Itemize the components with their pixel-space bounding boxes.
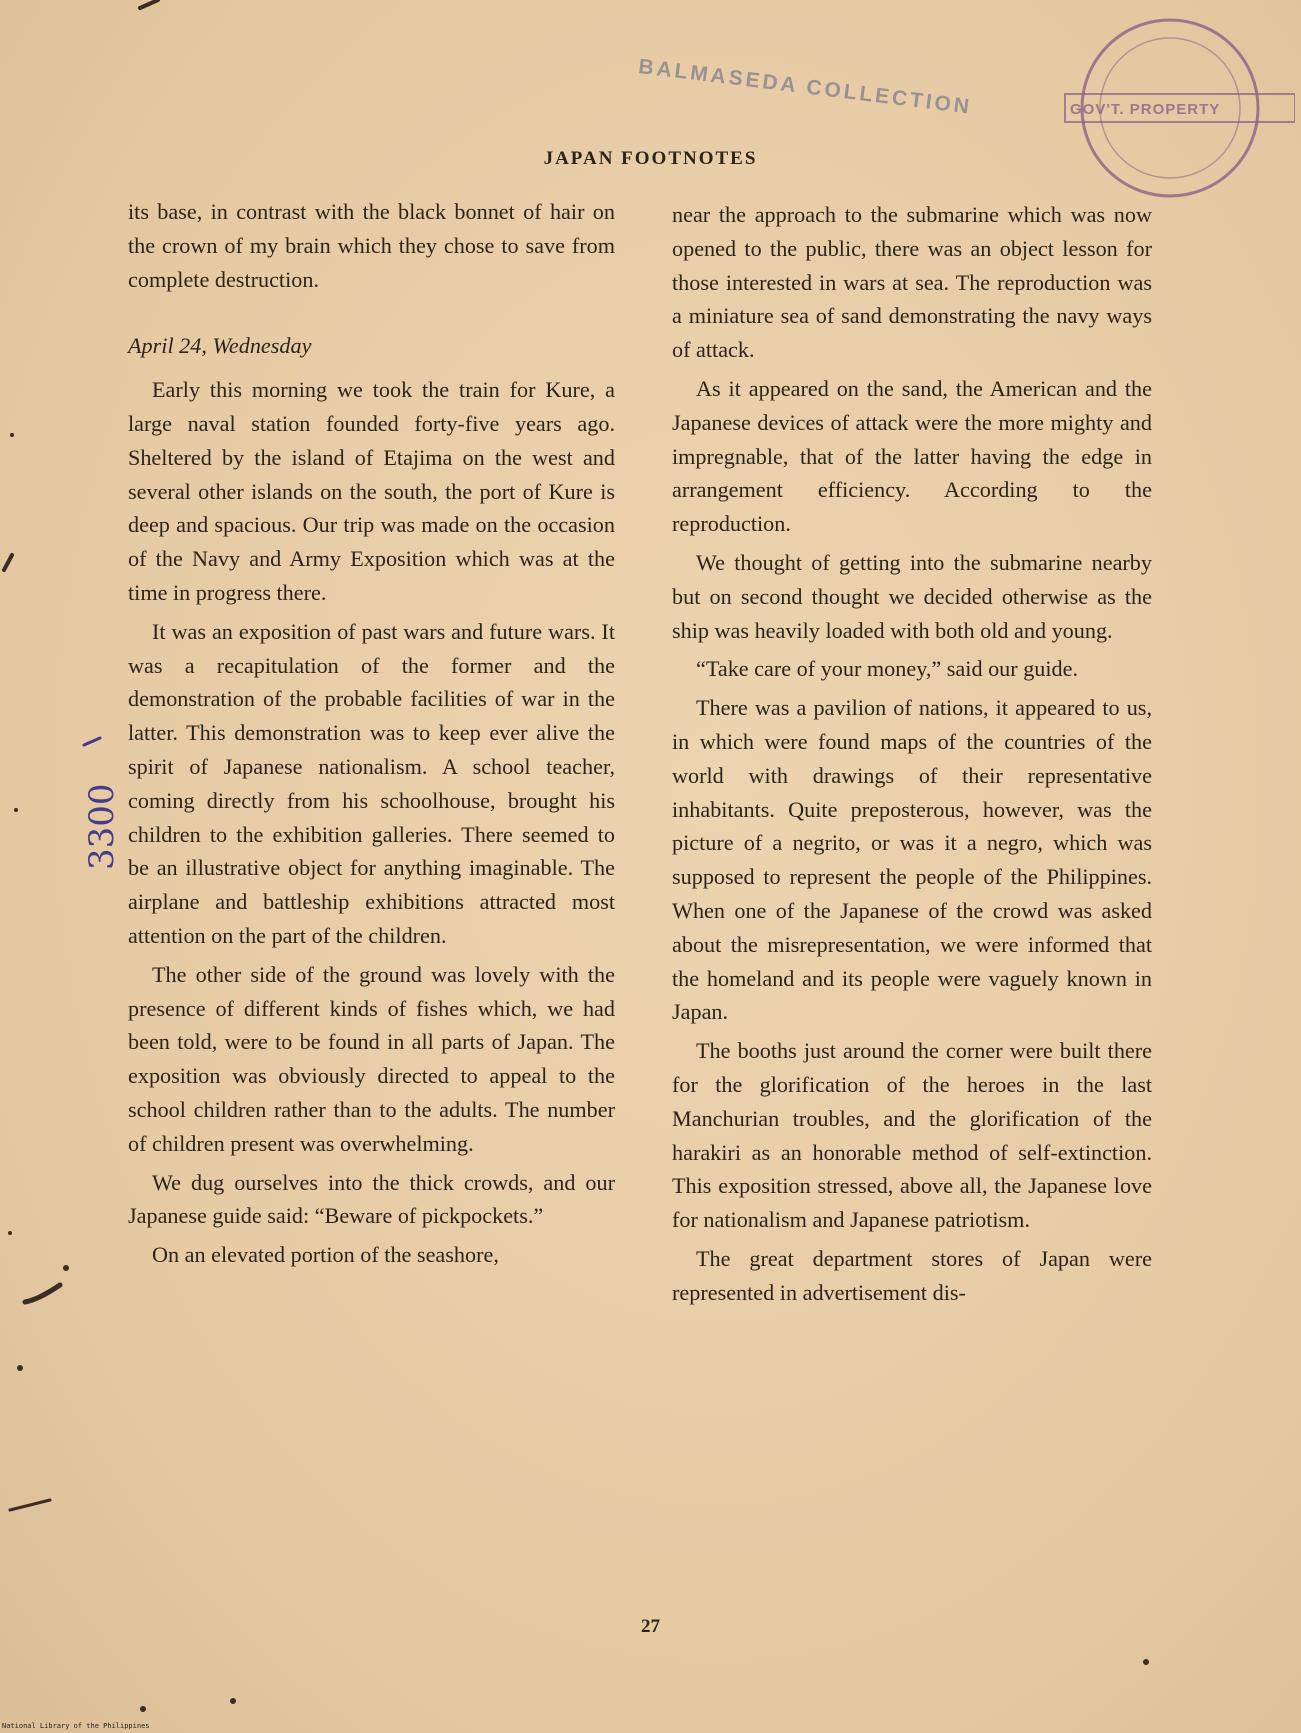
paragraph: its base, in contrast with the black bonnet of hair on the crown of my brain which they chose to save from complete destruction.	[128, 199, 615, 292]
seal-band-text: GOV'T. PROPERTY	[1070, 101, 1221, 118]
paragraph: near the approach to the submarine which was now opened to the public, there was an object lesson for those interested in wars at sea. The reproduction was a miniature sea of sand demonstrating the navy ways of attack.	[672, 202, 1152, 363]
paragraph: We thought of getting into the submarine nearby but on second thought we decided otherwise as the ship was heavily loaded with both old and young.	[672, 549, 1152, 643]
paragraph: There was a pavilion of nations, it appeared to us, in which were found maps of the countries of the world with drawings of their representative inhabitants. Quite preposterous, however, was the picture of a negrito, or was it a negro, which was supposed to represent the people of the Philippines. When one of the Japanese of the crowd was asked about the misrepresentation, we were informed that the homeland and its people were vaguely known in Japan.	[672, 695, 1152, 1025]
paragraph: “Take care of your money,” said our guide.	[696, 656, 1079, 682]
paragraph: Early this morning we took the train for Kure, a large naval station founded forty-five years ago. Sheltered by the island of Etajima on the west and several other islands on the south, the port of Kure is deep and spacious. Our trip was made on the occasion of the Navy and Army Exposition which was at the time in progress there.	[128, 377, 615, 605]
government-property-seal	[1055, 8, 1295, 208]
collection-stamp: BALMASEDA COLLECTION	[637, 55, 974, 119]
paragraph: We dug ourselves into the thick crowds, and our Japanese guide said: “Beware of pickpockets.”	[128, 1169, 615, 1229]
page-header: JAPAN FOOTNOTES	[543, 148, 758, 169]
library-credit: National Library of the Philippines	[2, 1722, 150, 1730]
paragraph: On an elevated portion of the seashore,	[152, 1242, 499, 1268]
diary-date: April 24, Wednesday	[128, 333, 312, 359]
paragraph: The booths just around the corner were built there for the glorification of the heroes in the last Manchurian troubles, and the glorification of the harakiri as an honorable method of self-extinction. This exposition stressed, above all, the Japanese love for nationalism and Japanese patriotism.	[672, 1038, 1152, 1233]
paragraph: As it appeared on the sand, the American and the Japanese devices of attack were the more mighty and impregnable, that of the latter having the edge in arrangement efficiency. According to the reproduction.	[672, 375, 1152, 537]
page-number: 27	[641, 1616, 660, 1637]
handwritten-margin-number	[78, 740, 128, 900]
paragraph: It was an exposition of past wars and future wars. It was a recapitulation of the former and the demonstration of the probable facilities of war in the latter. This demonstration was to keep ever alive the spirit of Japanese nationalism. A school teacher, coming directly from his schoolhouse, brought his children to the exhibition galleries. There seemed to be an illustrative object for anything imaginable. The airplane and battleship exhibitions attracted most attention on the part of the children.	[128, 618, 615, 948]
paragraph: The other side of the ground was lovely with the presence of different kinds of fishes which, we had been told, were to be found in all parts of Japan. The exposition was obviously directed to appeal to the school children rather than to the adults. The number of children present was overwhelming.	[128, 961, 615, 1156]
svg-text:3300: 3300	[82, 783, 122, 870]
left-column	[128, 195, 615, 1277]
right-column	[672, 198, 1152, 1315]
paragraph: The great department stores of Japan were represented in advertisement dis-	[672, 1245, 1152, 1305]
